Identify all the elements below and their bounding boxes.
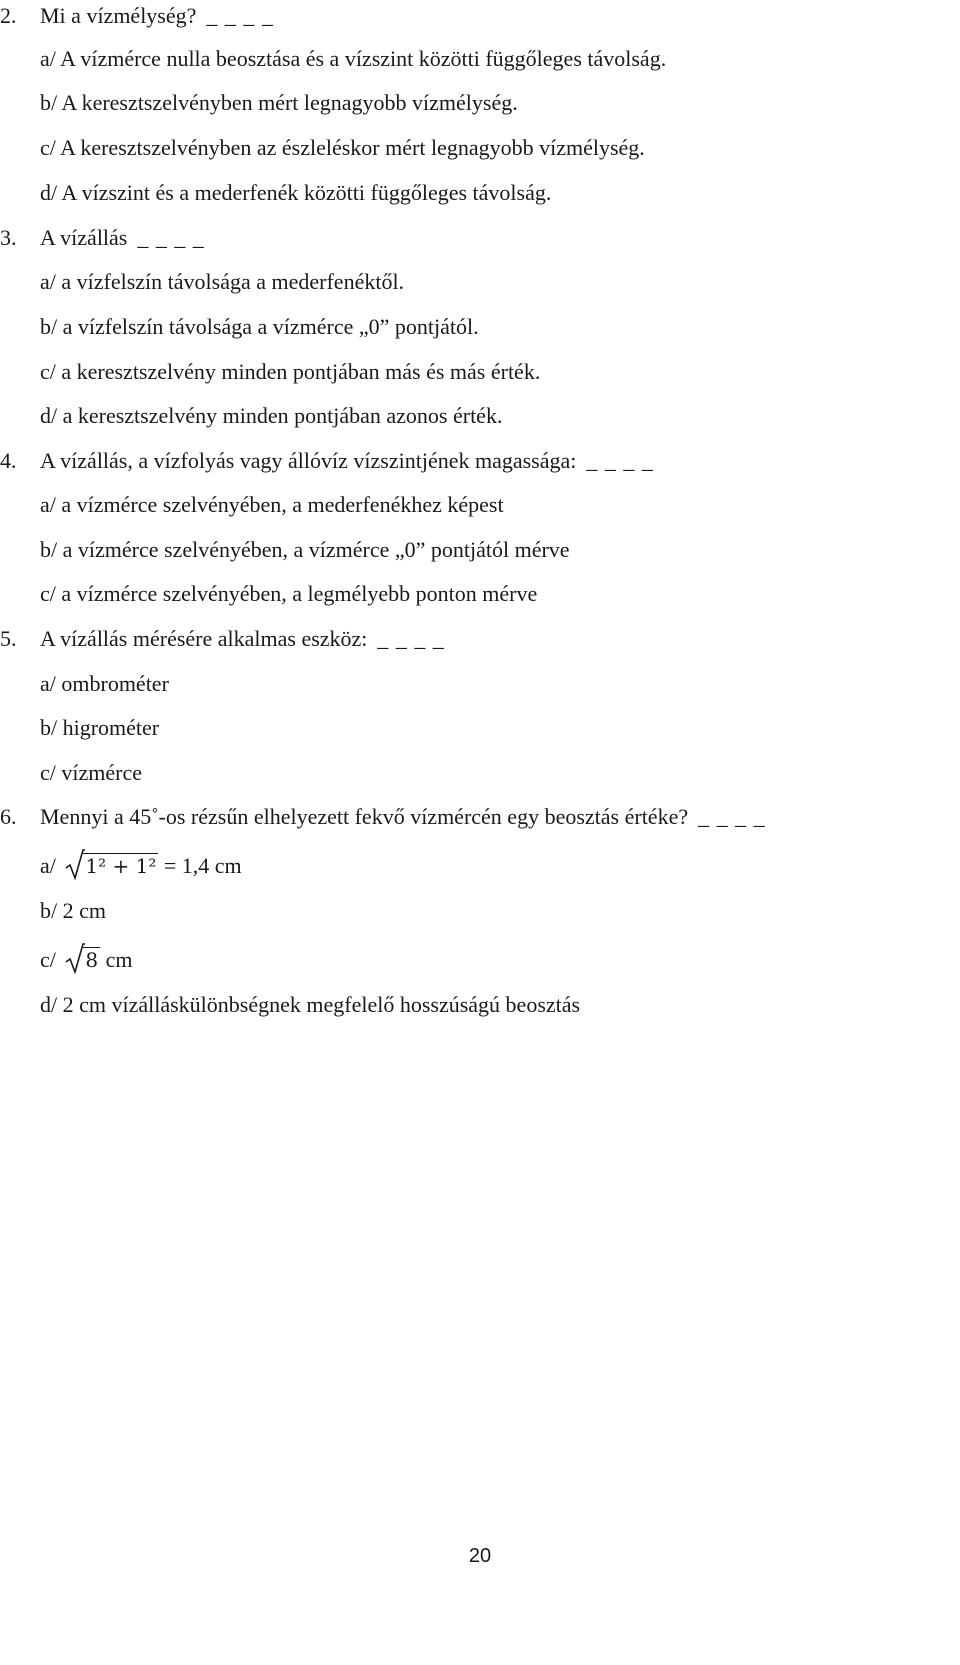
question-5 (0, 625, 445, 653)
option-6d: d/ 2 cm vízálláskülönbségnek megfelelő hosszúságú beosztás (40, 992, 581, 1017)
radical-sign-icon (65, 848, 85, 880)
answer-blank: _ _ _ _ (698, 804, 766, 829)
question-number: 5. (0, 626, 17, 651)
option-2b: b/ A keresztszelvényben mért legnagyobb vízmélység. (40, 90, 518, 115)
option-2c: c/ A keresztszelvényben az észleléskor mért legnagyobb vízmélység. (40, 135, 645, 160)
option-3c: c/ a keresztszelvény minden pontjában más és más érték. (40, 359, 541, 384)
question-number: 2. (0, 3, 17, 28)
option-prefix: c/ (40, 947, 56, 972)
option-3b: b/ a vízfelszín távolsága a vízmérce „0” pontjától. (40, 314, 479, 339)
page-number: 20 (468, 1545, 492, 1567)
option-6c (40, 946, 133, 974)
question-2 (0, 2, 274, 30)
question-3 (0, 224, 205, 252)
option-4a: a/ a vízmérce szelvényében, a mederfenékhez képest (40, 492, 504, 517)
option-6b: b/ 2 cm (40, 898, 106, 923)
option-6a (40, 852, 242, 880)
question-text: Mi a vízmélység? (40, 3, 197, 28)
question-6 (0, 803, 766, 831)
option-unit: cm (105, 947, 133, 972)
option-result: = 1,4 cm (163, 853, 242, 878)
question-4 (0, 447, 654, 475)
option-5b: b/ higrométer (40, 715, 160, 740)
radicand: 8 (85, 948, 99, 972)
question-text: A vízállás mérésére alkalmas eszköz: (40, 626, 368, 651)
radicand: 1² + 1² (85, 854, 157, 878)
option-3d: d/ a keresztszelvény minden pontjában azonos érték. (40, 403, 503, 428)
option-5a: a/ ombrométer (40, 671, 169, 696)
option-4c: c/ a vízmérce szelvényében, a legmélyebb ponton mérve (40, 581, 538, 606)
square-root (65, 852, 158, 880)
option-3a: a/ a vízfelszín távolsága a mederfenéktől. (40, 269, 405, 294)
question-number: 4. (0, 448, 17, 473)
question-text: Mennyi a 45˚-os rézsűn elhelyezett fekvő vízmércén egy beosztás értéke? (40, 804, 689, 829)
answer-blank: _ _ _ _ (137, 225, 205, 250)
option-4b: b/ a vízmérce szelvényében, a vízmérce „0” pontjától mérve (40, 537, 570, 562)
answer-blank: _ _ _ _ (206, 3, 274, 28)
answer-blank: _ _ _ _ (586, 448, 654, 473)
answer-blank: _ _ _ _ (377, 626, 445, 651)
option-2d: d/ A vízszint és a mederfenék közötti függőleges távolság. (40, 180, 552, 205)
option-5c: c/ vízmérce (40, 760, 142, 785)
question-text: A vízállás (40, 225, 128, 250)
option-2a: a/ A vízmérce nulla beosztása és a vízszint közötti függőleges távolság. (40, 46, 667, 71)
question-text: A vízállás, a vízfolyás vagy állóvíz vízszintjének magassága: (40, 448, 577, 473)
option-prefix: a/ (40, 853, 56, 878)
question-number: 6. (0, 804, 17, 829)
question-number: 3. (0, 225, 17, 250)
radical-sign-icon (65, 942, 85, 974)
square-root (65, 946, 100, 974)
